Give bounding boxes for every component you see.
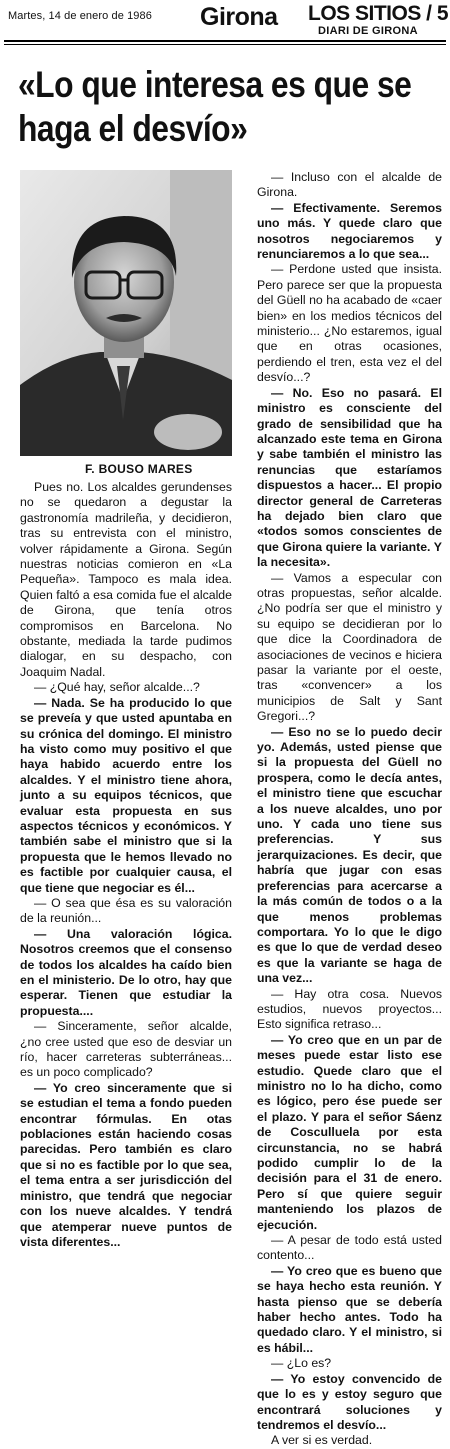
masthead-rule-thin (4, 44, 446, 45)
article-paragraph: — No. Eso no pasará. El ministro es consciente del grado de sensibilidad que ha alcanzado este tema en Girona y sabe también el ministro las renuncias que estaríamos dispuestos a hacer... El propio director general de Carreteras ha dejado bien claro que «todos somos conscientes de que Girona quiere la variante. Y la necesita». (257, 385, 442, 570)
masthead-rule (4, 40, 446, 42)
section-name: Girona (200, 3, 278, 31)
article-paragraph: — Yo creo que en un par de meses puede estar listo ese estudio. Quede claro que el ministro no lo ha dicho, como es lógico, pero ése puede ser el plazo. Y para el señor Sáenz de Cosculluela por esta circunstancia, no se habrá podido cumplir lo de la decisión para el 31 de enero. Pero sí que quiere seguir manteniendo los plazos de ejecución. (257, 1032, 442, 1232)
article-paragraph: — Nada. Se ha producido lo que se preveía y que usted apuntaba en su crónica del domingo. El ministro ha visto como muy positivo el que haya habido acuerdo entre los alcaldes. Y el ministro tiene ahora, junto a su equipos técnicos, que evaluar esta propuesta en sus aspectos técnicos y económicos. Y también sabe el ministro que si la propuesta que le hemos llevado no es factible por cualquier causa, el que tiene que negociar es él... (20, 695, 232, 895)
article-paragraph: — Eso no se lo puedo decir yo. Además, usted piense que si la propuesta del Güell no prospera, como le decía antes, el ministro tiene que escuchar a los nueve alcaldes, uno por uno. Y cada uno tiene sus preferencias. Y sus jerarquizaciones. Es decir, que habría que jugar con esas preferencias para acercarse a la más común de todos o a la que menos problemas comportara. Yo lo que le digo es que lo que de verdad deseo es que la variante se haga de una vez... (257, 724, 442, 986)
article-paragraph: — Yo creo que es bueno que se haya hecho esta reunión. Y hasta pienso que se debería haber hecho antes. Todo ha quedado claro. Y el ministro, si es hábil... (257, 1263, 442, 1355)
publication-subtitle: DIARI DE GIRONA (318, 25, 418, 37)
article-paragraph: — Sinceramente, señor alcalde, ¿no cree usted que eso de desviar un río, hacer carreteras subterráneas... es un poco complicado? (20, 1019, 232, 1080)
article-paragraph: — Efectivamente. Seremos uno más. Y quede claro que nosotros negociaremos y renunciaremos a lo que sea... (257, 200, 442, 262)
article-paragraph: — A pesar de todo está usted contento... (257, 1233, 442, 1263)
article-column-right (257, 170, 442, 1449)
article-paragraph: — O sea que ésa es su valoración de la reunión... (20, 895, 232, 926)
article-paragraph: — Yo creo sinceramente que si se estudian el tema a fondo pueden encontrar fórmulas. En otas poblaciones están haciendo cosas parecidas. Pero también es claro que si no es factible por lo que sea, el tema entra a ser jurisdicción del ministro, que tendrá que negociar con los nueve alcaldes. Y tendrá que atemperar nueve puntos de vista diferentes... (20, 1080, 232, 1249)
portrait-photo (20, 170, 232, 456)
headline: «Lo que interesa es que se haga el desvío» (18, 64, 412, 149)
article-paragraph: — Perdone usted que insista. Pero parece ser que la propuesta del Güell no ha acabado de «caer bien» en los medios técnicos del ministerio... ¿No estaremos, igual que en otras ocasiones, perdiendo el tren, esta vez el del desvío...? (257, 262, 442, 385)
issue-date: Martes, 14 de enero de 1986 (8, 10, 152, 22)
article-paragraph: — Una valoración lógica. Nosotros creemos que el consenso de todos los alcaldes ha caído bien en el ministerio. De lo otro, hay que esperar. Tienen que estudiar la propuesta.... (20, 926, 232, 1018)
article-paragraph: — Yo estoy convencido de que lo es y estoy seguro que encontrará soluciones y tendremos el desvío... (257, 1371, 442, 1432)
article-column-left (20, 480, 232, 1250)
article-paragraph: — Incluso con el alcalde de Girona. (257, 170, 442, 200)
article-paragraph: — Hay otra cosa. Nuevos estudios, nuevos proyectos... Esto significa retraso... (257, 986, 442, 1032)
article-paragraph: — ¿Qué hay, señor alcalde...? (34, 680, 200, 695)
photo-caption: F. BOUSO MARES (85, 462, 193, 476)
article-paragraph: Pues no. Los alcaldes gerundenses no se quedaron a degustar la gastronomía madrileña, y decidieron, tras su entrevista con el ministro, volver rápidamente a Girona. Según nuestras noticias comieron en «La Pequeña». Tampoco es mala idea. Quien faltó a esa comida fue el alcalde de Girona, que tenía otros compromisos en Barcelona. No obstante, mediada la tarde pudimos dialogar, en su despacho, con Joaquim Nadal. (20, 480, 232, 679)
publication-name: LOS SITIOS / 5 (308, 2, 449, 25)
article-paragraph: A ver si es verdad. (271, 1433, 373, 1448)
article-paragraph: — ¿Lo es? (271, 1356, 332, 1371)
article-paragraph: — Vamos a especular con otras propuestas, señor alcalde. ¿No podría ser que el ministro y su equipo se decidieran por lo que dice la Coordinadora de asociaciones de vecinos e hiciera pasar la variante por el oeste, tras «convencer» a los municipios de Salt y Sant Gregori...? (257, 570, 442, 724)
